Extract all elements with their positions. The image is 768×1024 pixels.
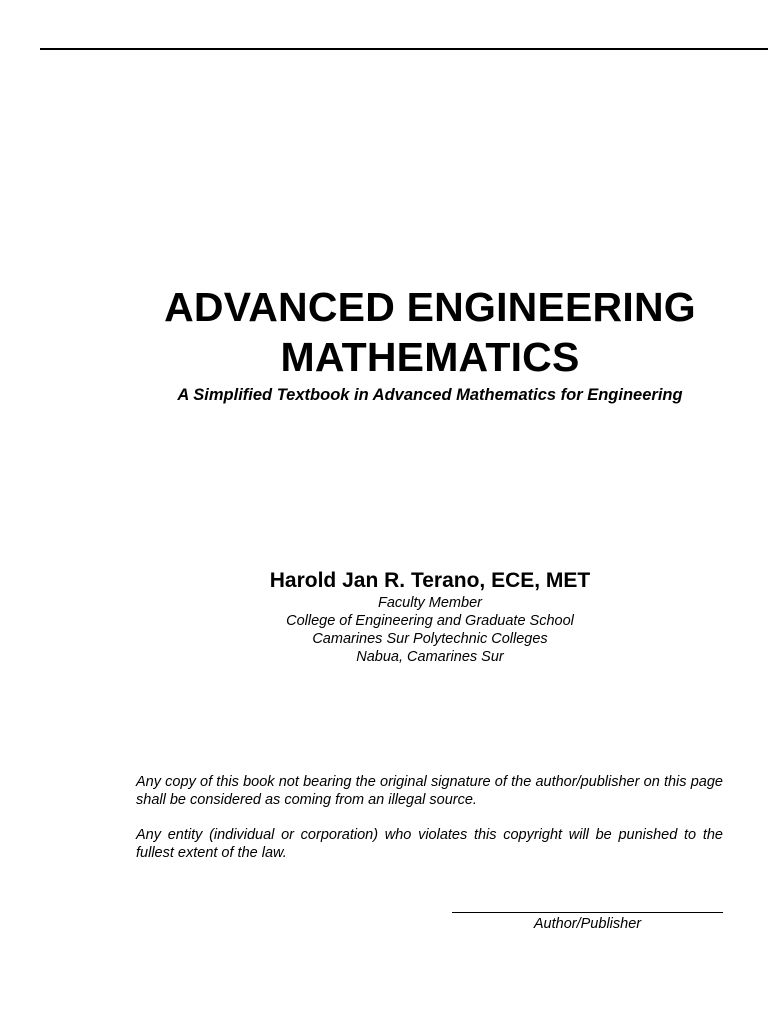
author-name: Harold Jan R. Terano, ECE, MET <box>269 569 591 592</box>
title-line-1: ADVANCED ENGINEERING <box>164 284 696 330</box>
author-institution: Camarines Sur Polytechnic Colleges <box>312 631 548 647</box>
book-title <box>0 282 768 382</box>
author-department: College of Engineering and Graduate School <box>286 613 574 629</box>
author-position: Faculty Member <box>378 595 482 611</box>
author-location: Nabua, Camarines Sur <box>356 649 504 665</box>
signature-line <box>452 912 723 913</box>
book-subtitle: A Simplified Textbook in Advanced Mathematics for Engineering <box>177 386 683 404</box>
top-rule <box>40 48 768 50</box>
title-line-2: MATHEMATICS <box>280 334 580 380</box>
author-block <box>0 568 768 666</box>
copyright-notice-violation: Any entity (individual or corporation) who violates this copyright will be punished to the fullest extent of the law. <box>136 827 723 861</box>
signature-label: Author/Publisher <box>533 916 642 932</box>
copyright-notice-signature: Any copy of this book not bearing the original signature of the author/publisher on this page shall be considered as coming from an illegal source. <box>136 774 723 808</box>
